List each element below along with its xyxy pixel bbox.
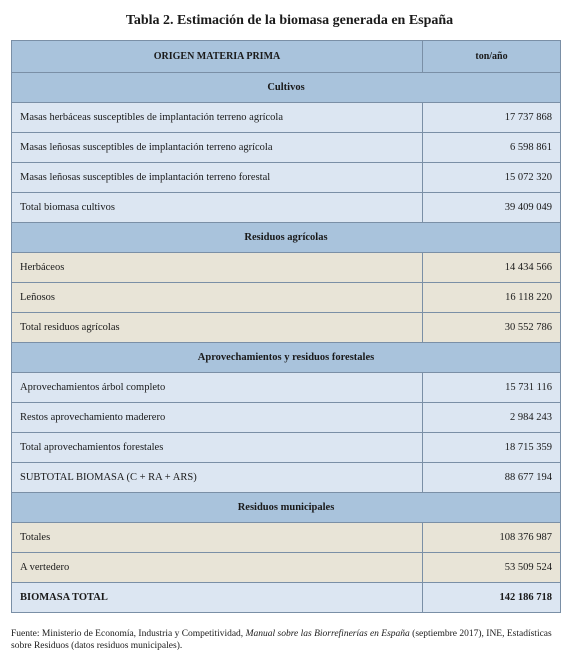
source-note: [11, 628, 567, 652]
table-row: [12, 283, 561, 313]
section-title: Residuos municipales: [12, 493, 561, 523]
row-label: A vertedero: [12, 553, 423, 583]
table-row: [12, 193, 561, 223]
table-row: [12, 133, 561, 163]
row-value: 15 072 320: [423, 163, 561, 193]
row-label: Total biomasa cultivos: [12, 193, 423, 223]
row-label: Total residuos agrícolas: [12, 313, 423, 343]
row-label: Aprovechamientos árbol completo: [12, 373, 423, 403]
row-value: 108 376 987: [423, 523, 561, 553]
row-value: 14 434 566: [423, 253, 561, 283]
section-title: Residuos agrícolas: [12, 223, 561, 253]
row-label: Masas herbáceas susceptibles de implantación terreno agrícola: [12, 103, 423, 133]
biomass-table: [11, 40, 561, 613]
row-value: 18 715 359: [423, 433, 561, 463]
table-row: [12, 523, 561, 553]
table-header-row: [12, 41, 561, 73]
section-title: Cultivos: [12, 73, 561, 103]
row-label: Masas leñosas susceptibles de implantación terreno agrícola: [12, 133, 423, 163]
table-row: [12, 163, 561, 193]
row-label: Masas leñosas susceptibles de implantación terreno forestal: [12, 163, 423, 193]
source-prefix: Fuente: Ministerio de Economía, Industria y Competitividad,: [11, 629, 246, 639]
header-origin: ORIGEN MATERIA PRIMA: [12, 41, 423, 73]
row-value: 15 731 116: [423, 373, 561, 403]
row-label: Restos aprovechamiento maderero: [12, 403, 423, 433]
table-row: [12, 253, 561, 283]
table-row: [12, 553, 561, 583]
row-value: 53 509 524: [423, 553, 561, 583]
row-value: 2 984 243: [423, 403, 561, 433]
row-label: SUBTOTAL BIOMASA (C + RA + ARS): [12, 463, 423, 493]
row-value: 16 118 220: [423, 283, 561, 313]
row-label: Totales: [12, 523, 423, 553]
section-row-forestales: [12, 343, 561, 373]
row-label: Herbáceos: [12, 253, 423, 283]
source-title: Manual sobre las Biorrefinerías en España: [245, 629, 410, 639]
table-row: [12, 373, 561, 403]
section-row-residuos-agricolas: [12, 223, 561, 253]
row-value: 88 677 194: [423, 463, 561, 493]
table-row: [12, 313, 561, 343]
table-title: Tabla 2. Estimación de la biomasa generada en España: [125, 13, 454, 28]
section-row-cultivos: [12, 73, 561, 103]
row-value: 17 737 868: [423, 103, 561, 133]
table-row: [12, 403, 561, 433]
section-row-municipales: [12, 493, 561, 523]
row-value: 142 186 718: [423, 583, 561, 613]
table-row-total: [12, 583, 561, 613]
table-row: [12, 433, 561, 463]
source-suffix: (septiembre 2017), INE, Estadísticas sobre Residuos (datos residuos municipales).: [11, 629, 552, 651]
table-row: [12, 103, 561, 133]
row-label: Total aprovechamientos forestales: [12, 433, 423, 463]
header-unit: ton/año: [423, 41, 561, 73]
row-label: Leñosos: [12, 283, 423, 313]
row-value: 30 552 786: [423, 313, 561, 343]
table-row: [12, 463, 561, 493]
row-value: 39 409 049: [423, 193, 561, 223]
row-label: BIOMASA TOTAL: [12, 583, 423, 613]
row-value: 6 598 861: [423, 133, 561, 163]
section-title: Aprovechamientos y residuos forestales: [12, 343, 561, 373]
